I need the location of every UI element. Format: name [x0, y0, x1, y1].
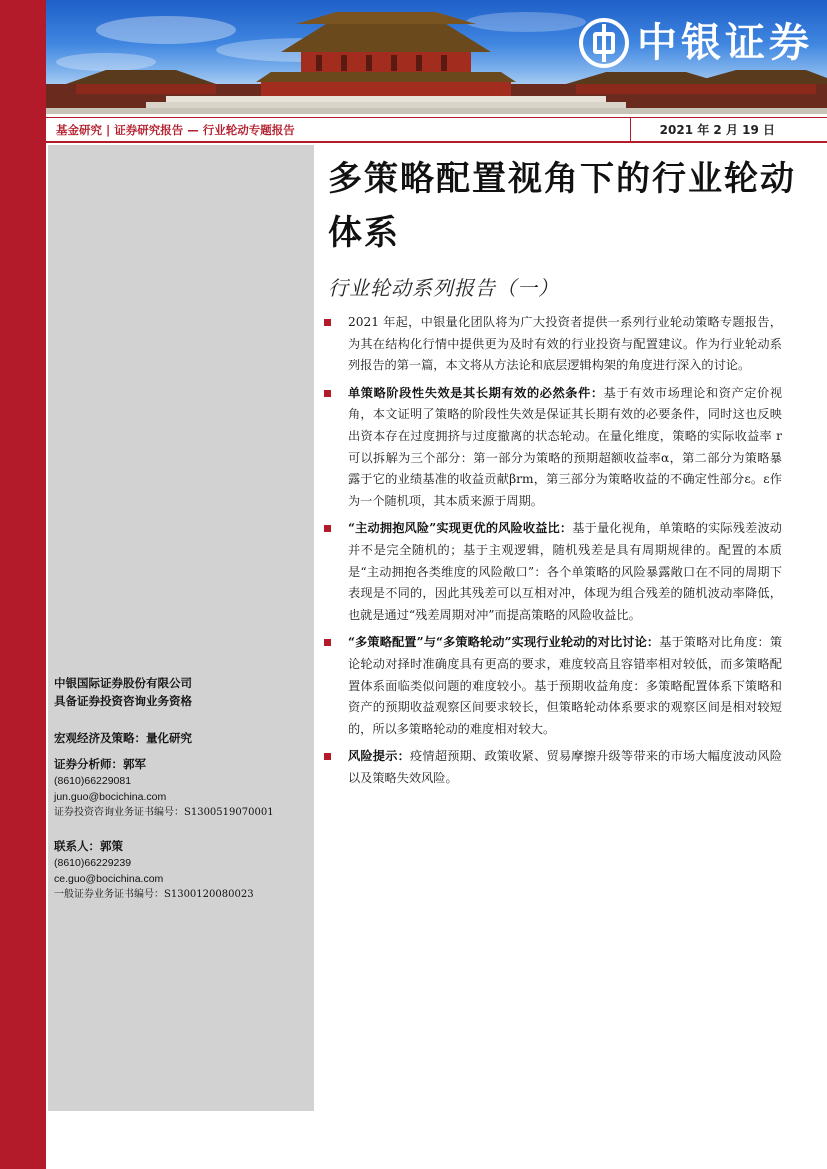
bullet-square-icon [324, 639, 331, 646]
bullet-text: 基于量化视角，单策略的实际残差波动并不是完全随机的；基于主观逻辑，随机残差是具有周期规律的。配置的本质是“主动拥抱各类维度的风险敞口”：各个单策略的风险暴露敞口在不同的周期下表现是不同的，因此其残差可以互相对冲，体现为组合残差的随机波动率降低，也就是通过“残差周期对冲”而提高策略的风险收益比。 [348, 521, 782, 622]
contact-phone: (8610)66229239 [54, 857, 132, 869]
contact-name: 联系人：郭策 [54, 839, 123, 853]
header-banner [46, 0, 827, 114]
boci-logo [579, 16, 813, 70]
bullet-text: 2021 年起，中银量化团队将为广大投资者提供一系列行业轮动策略专题报告，为其在结构化行情中提供更为及时有效的行业投资与配置建议。作为行业轮动系列报告的第一篇，本文将从方法论和底层逻辑构架的角度进行深入的讨论。 [348, 315, 782, 373]
contact-block [54, 837, 254, 903]
bullet-square-icon [324, 525, 331, 532]
analyst-phone: (8610)66229081 [54, 775, 132, 787]
summary-bullet [322, 632, 782, 740]
bullet-text: 基于有效市场理论和资产定价视角，本文证明了策略的阶段性失效是保证其长期有效的必要条件，同时这也反映出资本存在过度拥挤与过度撤离的状态轮动。在量化维度，策略的实际收益率 r 可以拆解为三个部分：第一部分为策略的预期超额收益率α，第二部分为策略暴露于它的业绩基准的收益贡献βrm，第三部分为策略收益的不确定性部分ε。ε作为一个随机项，其本质来源于周期。 [348, 385, 783, 508]
report-header-strip [46, 117, 827, 143]
department: 宏观经济及策略：量化研究 [54, 731, 192, 745]
summary-bullets [322, 312, 782, 795]
bullet-square-icon [324, 390, 331, 397]
sidebar [48, 145, 314, 1111]
company-qualification: 具备证券投资咨询业务资格 [54, 694, 192, 708]
company-name: 中银国际证券股份有限公司 [54, 676, 192, 690]
bullet-lead: “多策略配置”与“多策略轮动”实现行业轮动的对比讨论： [348, 635, 660, 650]
report-subtitle: 行业轮动系列报告（一） [328, 276, 559, 300]
bank-of-china-icon [579, 18, 629, 68]
report-date: 2021 年 2 月 19 日 [630, 118, 827, 141]
left-red-bar [0, 0, 46, 1169]
summary-bullet [322, 383, 782, 513]
bullet-lead: “主动拥抱风险”实现更优的风险收益比： [348, 521, 573, 536]
breadcrumb: 基金研究 | 证券研究报告 — 行业轮动专题报告 [56, 122, 295, 137]
summary-bullet [322, 518, 782, 626]
summary-bullet [322, 746, 782, 789]
bullet-square-icon [324, 753, 331, 760]
logo-text: 中银证券 [637, 20, 813, 66]
bullet-text: 疫情超预期、政策收紧、贸易摩擦升级等带来的市场大幅度波动风险以及策略失效风险。 [348, 749, 782, 785]
analyst-block [54, 755, 274, 821]
department-block [54, 729, 192, 747]
report-title: 多策略配置视角下的行业轮动体系 [328, 159, 796, 253]
bullet-text: 基于策略对比角度：策论轮动对择时准确度具有更高的要求，难度较高且容错率相对较低，而多策略配置体系面临类似问题的难度较小。基于预期收益角度：多策略配置体系下策略和资产的预期收益观察区间要求较长，但策略轮动体系要求的观察区间是相对较短的，所以多策略轮动的难度相对较大。 [348, 635, 783, 736]
summary-bullet [322, 312, 782, 377]
contact-cert: 一般证券业务证书编号：S1300120080023 [54, 889, 254, 900]
analyst-email[interactable]: jun.guo@bocichina.com [54, 791, 167, 803]
analyst-name: 证券分析师：郭军 [54, 757, 146, 771]
bullet-lead: 单策略阶段性失效是其长期有效的必然条件： [348, 385, 604, 400]
analyst-cert: 证券投资咨询业务证书编号：S1300519070001 [54, 807, 274, 818]
company-block [54, 674, 192, 710]
bullet-square-icon [324, 319, 331, 326]
bullet-lead: 风险提示： [348, 749, 411, 764]
contact-email[interactable]: ce.guo@bocichina.com [54, 873, 164, 885]
